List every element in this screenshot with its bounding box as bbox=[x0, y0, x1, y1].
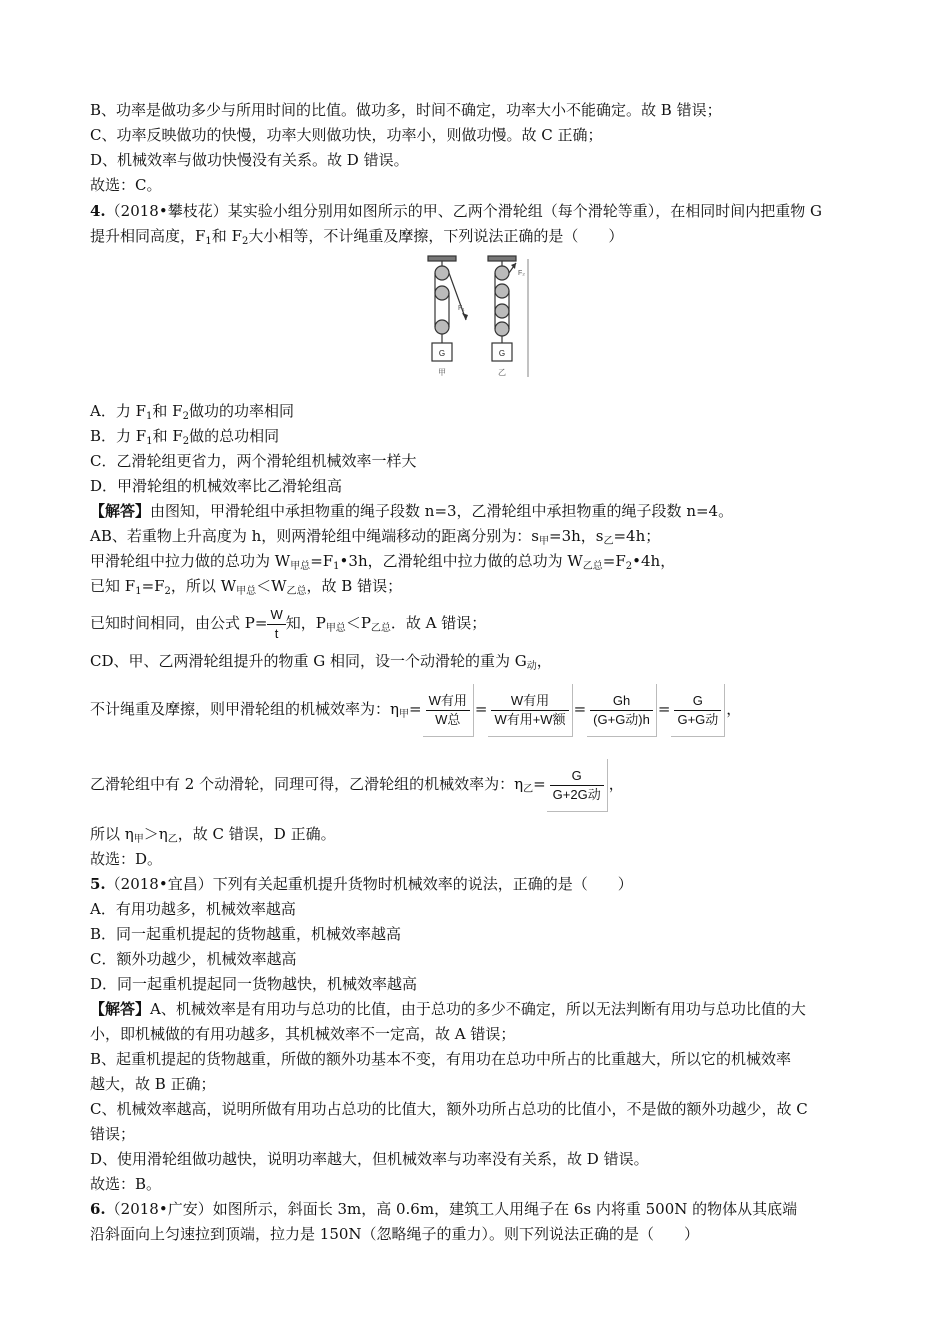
option-c: C．乙滑轮组更省力，两个滑轮组机械效率一样大 bbox=[90, 452, 417, 470]
answer-line: 所以 $\eta_甲>\eta_乙$，故 C 错误，D 正确。 bbox=[90, 825, 336, 845]
answer-line: AB、若重物上升高度为 h，则两滑轮组中绳端移动的距离分别为：$s_甲=3h$，$s_乙=4h$； bbox=[90, 527, 661, 547]
question-4-stem-cont: 提升相同高度，$F_1$和 $F_2$大小相等，不计绳重及摩擦，下列说法正确的是（ ） bbox=[90, 227, 624, 247]
answer-line: 已知 $F_1=F_2$，所以 $W_{甲总}<W_{乙总}$，故 B 错误； bbox=[90, 577, 403, 597]
question-4-stem: 4.（2018•攀枝花）某实验小组分别用如图所示的甲、乙两个滑轮组（每个滑轮等重），在相同时间内把重物 G bbox=[90, 202, 822, 220]
option-d: D．同一起重机提起同一货物越快，机械效率越高 bbox=[90, 975, 418, 993]
answer-choice: 故选：B。 bbox=[90, 1175, 162, 1193]
text-line: D、机械效率与做功快慢没有关系。故 D 错误。 bbox=[90, 151, 409, 169]
option-c: C．额外功越少，机械效率越高 bbox=[90, 950, 297, 968]
option-a: A．力 $F_1$和 $F_2$做功的功率相同 bbox=[90, 402, 294, 422]
option-b: B．力 $F_1$和 $F_2$做的总功相同 bbox=[90, 427, 280, 447]
question-5-stem: 5.（2018•宜昌）下列有关起重机提升货物时机械效率的说法，正确的是（ ） bbox=[90, 875, 633, 893]
text-line: C、功率反映做功的快慢，功率大则做功快，功率小，则做功慢。故 C 正确； bbox=[90, 126, 603, 144]
question-6-stem-cont: 沿斜面向上匀速拉到顶端，拉力是 150N（忽略绳子的重力）。则下列说法正确的是（ ） bbox=[90, 1225, 700, 1243]
answer-line: D、使用滑轮组做功越快，说明功率越大，但机械效率与功率没有关系，故 D 错误。 bbox=[90, 1150, 649, 1168]
force-label-f1: F₁ bbox=[458, 305, 465, 312]
answer-line: 甲滑轮组中拉力做的总功为 $W_{甲总}=F_1•3h$，乙滑轮组中拉力做的总功为 $W_{乙总}=F_2•4h$， bbox=[90, 552, 676, 572]
pulley-system-figure bbox=[420, 255, 530, 380]
weight-label-left: G bbox=[438, 349, 446, 358]
answer-line: 越大，故 B 正确； bbox=[90, 1075, 216, 1093]
fraction-g-over-g-plus-gdong: $\frac{G}{\text{G+G动}}$ bbox=[674, 692, 721, 729]
option-b: B．同一起重机提起的货物越重，机械效率越高 bbox=[90, 925, 402, 943]
fraction-w-over-t: $\frac{W}{t}$ bbox=[267, 606, 285, 643]
answer-line: 【解答】A、机械效率是有用功与总功的比值，由于总功的多少不确定，所以无法判断有用功与总功比值的大 bbox=[90, 1000, 806, 1018]
answer-line: 【解答】由图知，甲滑轮组中承担物重的绳子段数 n=3，乙滑轮组中承担物重的绳子段数 n=4。 bbox=[90, 502, 734, 520]
text-line: B、功率是做功多少与所用时间的比值。做功多，时间不确定，功率大小不能确定。故 B 错误； bbox=[90, 101, 722, 119]
answer-line: CD、甲、乙两滑轮组提升的物重 G 相同，设一个动滑轮的重为 $G_动$， bbox=[90, 652, 552, 672]
text-line: 故选：C。 bbox=[90, 176, 162, 194]
force-label-f2: F₂ bbox=[518, 270, 525, 277]
fraction-gh: $\frac{Gh}{\text{(G+G动)h}}$ bbox=[590, 692, 653, 729]
fraction-g-over-g-plus-2gdong: $\frac{G}{\text{G+2G动}}$ bbox=[550, 767, 604, 804]
answer-line: 小，即机械做的有用功越多，其机械效率不一定高，故 A 错误； bbox=[90, 1025, 516, 1043]
weight-label-right: G bbox=[498, 349, 506, 358]
answer-line: B、起重机提起的货物越重，所做的额外功基本不变，有用功在总功中所占的比重越大，所以它的机械效率 bbox=[90, 1050, 792, 1068]
option-a: A．有用功越多，机械效率越高 bbox=[90, 900, 296, 918]
answer-line: 错误； bbox=[90, 1125, 136, 1143]
fraction-useful-over-total: $\frac{\text{W有用}}{\text{W总}}$ bbox=[426, 692, 470, 729]
fraction-useful-over-sum: $\frac{\text{W有用}}{\text{W有用+W额}}$ bbox=[491, 692, 568, 729]
answer-line-efficiency-jia: 不计绳重及摩擦，则甲滑轮组的机械效率为：$\eta_甲=$ $\frac{\text{W有用}}{\text{W总}}$ = $\frac{\text{W有用}}{\text{W有用+W额}}$ = $\frac{Gh}{\text{(G+G动)h}}$ = $\frac{G}{\text{G+G动}}$ ， bbox=[90, 683, 741, 737]
figure-label-jia: 甲 bbox=[438, 368, 446, 377]
option-d: D．甲滑轮组的机械效率比乙滑轮组高 bbox=[90, 477, 343, 495]
question-6-stem: 6.（2018•广安）如图所示，斜面长 3m，高 0.6m，建筑工人用绳子在 6s 内将重 500N 的物体从其底端 bbox=[90, 1200, 798, 1218]
question-number: 4. bbox=[90, 202, 106, 220]
answer-line-efficiency-yi: 乙滑轮组中有 2 个动滑轮，同理可得，乙滑轮组的机械效率为：$\eta_乙=$ $\frac{G}{\text{G+2G动}}$ ， bbox=[90, 758, 624, 812]
answer-choice: 故选：D。 bbox=[90, 850, 163, 868]
answer-line-power-formula: 已知时间相同，由公式 P= $\frac{W}{t}$ 知，$P_{甲总}<P_{乙总}$．故 A 错误； bbox=[90, 606, 487, 641]
figure-label-yi: 乙 bbox=[498, 368, 506, 377]
answer-line: C、机械效率越高，说明所做有用功占总功的比值大，额外功所占总功的比值小，不是做的额外功越少，故 C bbox=[90, 1100, 808, 1118]
